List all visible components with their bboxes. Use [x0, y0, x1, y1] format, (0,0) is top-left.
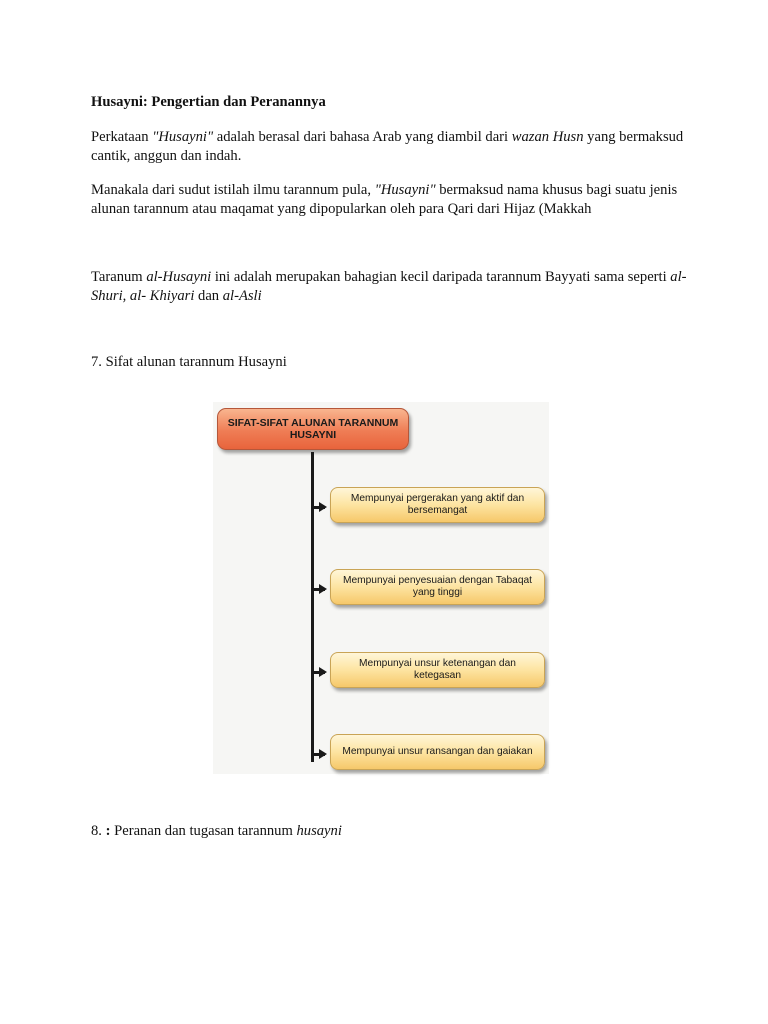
sifat-diagram — [213, 402, 549, 774]
paragraph-definition — [91, 128, 691, 166]
text-run-italic: husayni — [296, 823, 342, 839]
text-run: Taranum — [91, 269, 147, 285]
text-run-italic: al-Shuri, al- Khiyari — [91, 269, 687, 304]
arrow-right-icon — [319, 667, 327, 677]
text-run-bold: : — [105, 823, 111, 839]
diagram-item-box: Mempunyai unsur ketenangan dan ketegasan — [330, 652, 545, 688]
diagram-header-box: SIFAT-SIFAT ALUNAN TARANNUM HUSAYNI — [217, 408, 409, 450]
text-run-italic: "Husayni" — [374, 182, 436, 198]
text-run: Perkataan — [91, 129, 153, 145]
text-run: Peranan dan tugasan tarannum — [110, 823, 297, 839]
text-run-italic: al-Husayni — [146, 269, 212, 285]
text-run-italic: wazan Husn — [511, 129, 584, 145]
arrow-right-icon — [319, 502, 327, 512]
text-run: dan — [194, 288, 223, 304]
text-run: adalah berasal dari bahasa Arab yang diambil dari — [213, 129, 512, 145]
section-heading-7: 7. Sifat alunan tarannum Husayni — [91, 354, 287, 370]
paragraph-bayyati — [91, 268, 691, 306]
document-title: Husayni: Pengertian dan Peranannya — [91, 94, 326, 110]
text-run: 8. — [91, 823, 106, 839]
text-run-italic: "Husayni" — [152, 129, 214, 145]
text-run: bermaksud nama khusus bagi suatu jenis alunan tarannum atau maqamat yang dipopularkan oleh para Qari dari Hijaz (Makkah — [91, 182, 678, 217]
arrow-right-icon — [319, 584, 327, 594]
section-heading-8 — [91, 822, 691, 841]
diagram-item-box: Mempunyai penyesuaian dengan Tabaqat yang tinggi — [330, 569, 545, 605]
text-run: ini adalah merupakan bahagian kecil daripada tarannum Bayyati sama seperti — [211, 269, 671, 285]
text-run: yang bermaksud cantik, anggun dan indah. — [91, 129, 684, 164]
diagram-item-box: Mempunyai unsur ransangan dan gaiakan — [330, 734, 545, 770]
diagram-trunk-line — [311, 452, 314, 762]
text-run: Manakala dari sudut istilah ilmu tarannum pula, — [91, 182, 375, 198]
text-run-italic: al-Asli — [222, 288, 262, 304]
arrow-right-icon — [319, 749, 327, 759]
paragraph-term — [91, 181, 691, 219]
diagram-item-box: Mempunyai pergerakan yang aktif dan bersemangat — [330, 487, 545, 523]
